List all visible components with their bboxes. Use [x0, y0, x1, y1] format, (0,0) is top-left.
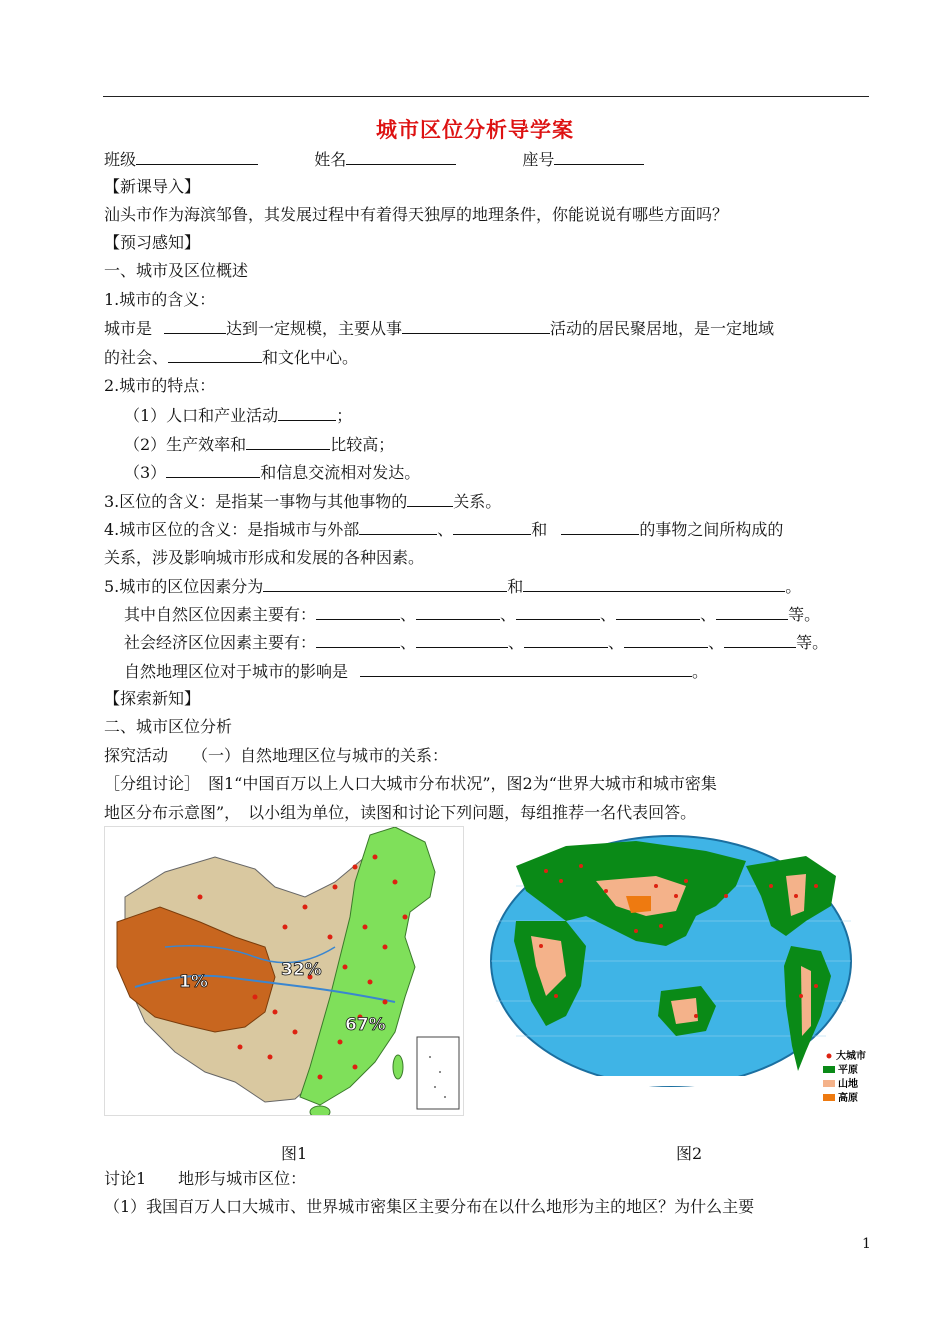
map-legend: [823, 1049, 866, 1104]
name-label: 姓名: [314, 150, 347, 169]
item-1-line-b: [104, 345, 358, 370]
blank-field[interactable]: [278, 403, 336, 421]
blank-field[interactable]: [316, 602, 400, 620]
text: 、: [400, 633, 417, 652]
text: 的社会、: [104, 348, 169, 367]
text: 。: [692, 662, 709, 681]
text: （3）: [124, 463, 167, 482]
figure-2-caption: 图2: [676, 1144, 703, 1163]
text: 其中自然区位因素主要有：: [124, 605, 317, 624]
label-east: 67%: [345, 1015, 386, 1035]
text: 。: [785, 577, 802, 596]
text: 、: [708, 633, 725, 652]
text: 、: [400, 605, 417, 624]
blank-field[interactable]: [616, 602, 700, 620]
text: （2）生产效率和: [124, 435, 247, 454]
item-3: [104, 489, 501, 514]
section-preview: 【预习感知】: [104, 233, 201, 252]
item-2-3: [124, 460, 420, 485]
text: 、: [500, 605, 517, 624]
item-5-social: [124, 630, 828, 655]
text: 4.城市区位的含义：是指城市与外部: [104, 520, 360, 539]
blank-field[interactable]: [402, 316, 550, 334]
heading-2: 二、城市区位分析: [104, 717, 233, 736]
blank-field[interactable]: [407, 489, 453, 507]
blank-field[interactable]: [716, 602, 788, 620]
blank-field[interactable]: [164, 316, 226, 334]
item-5-natural: [124, 602, 820, 627]
text: 城市是: [104, 319, 153, 338]
text: 活动的居民聚居地，是一定地域: [550, 319, 775, 338]
blank-field[interactable]: [453, 517, 531, 535]
figure-2-world-map: [486, 826, 876, 1116]
text: ；: [336, 406, 353, 425]
activity-line: 探究活动 （一）自然地理区位与城市的关系：: [104, 746, 449, 765]
label-west: 1%: [179, 972, 208, 992]
item-2-2: [124, 432, 394, 457]
blank-field[interactable]: [724, 630, 796, 648]
text: 社会经济区位因素主要有：: [124, 633, 317, 652]
item-1-line-a: [104, 316, 774, 341]
seat-label: 座号: [522, 150, 555, 169]
blank-field[interactable]: [246, 432, 330, 450]
text: 的事物之间所构成的: [639, 520, 784, 539]
page-number: 1: [862, 1236, 871, 1252]
text: 等。: [796, 633, 829, 652]
discussion-line-2: 地区分布示意图”， 以小组为单位，读图和讨论下列问题，每组推荐一名代表回答。: [104, 803, 697, 822]
legend-mountain: 山地: [838, 1079, 858, 1090]
header-row: [104, 147, 644, 172]
name-field[interactable]: [346, 147, 456, 165]
page-title: 城市区位分析导学案: [376, 118, 574, 142]
blank-field[interactable]: [360, 659, 692, 677]
intro-question: 汕头市作为海滨邹鲁，其发展过程中有着得天独厚的地理条件，你能说说有哪些方面吗？: [104, 205, 729, 224]
blank-field[interactable]: [416, 630, 508, 648]
world-map-graphic: [486, 826, 876, 1116]
blank-field[interactable]: [624, 630, 708, 648]
discussion-line-1: ［分组讨论］ 图1“中国百万以上人口大城市分布状况”，图2为“世界大城市和城市密集: [104, 774, 717, 793]
blank-field[interactable]: [561, 517, 639, 535]
item-5-effect: [124, 659, 708, 684]
china-map-graphic: [105, 827, 463, 1115]
blank-field[interactable]: [168, 345, 262, 363]
item-4: [104, 517, 783, 542]
heading-1: 一、城市及区位概述: [104, 261, 249, 280]
legend-plateau: 高原: [838, 1093, 858, 1104]
text: 比较高；: [330, 435, 395, 454]
blank-field[interactable]: [263, 574, 507, 592]
class-label: 班级: [104, 150, 137, 169]
text: 、: [608, 633, 625, 652]
question-1: （1）我国百万人口大城市、世界城市密集区主要分布在以什么地形为主的地区？为什么主要: [104, 1197, 755, 1216]
text: 达到一定规模，主要从事: [226, 319, 403, 338]
blank-field[interactable]: [524, 630, 608, 648]
text: 和: [507, 577, 524, 596]
text: 3.区位的含义：是指某一事物与其他事物的: [104, 492, 408, 511]
blank-field[interactable]: [316, 630, 400, 648]
label-middle: 32%: [281, 960, 322, 980]
text: 5.城市的区位因素分为: [104, 577, 264, 596]
section-explore: 【探索新知】: [104, 689, 201, 708]
text: 、: [508, 633, 525, 652]
item-4-line-b: 关系，涉及影响城市形成和发展的各种因素。: [104, 548, 425, 567]
item-1: 1.城市的含义：: [104, 290, 216, 309]
blank-field[interactable]: [516, 602, 600, 620]
figure-1-china-map: [104, 826, 464, 1116]
item-5: [104, 574, 801, 599]
text: 等。: [788, 605, 821, 624]
text: 和文化中心。: [262, 348, 359, 367]
discussion-1: 讨论1 地形与城市区位：: [104, 1169, 307, 1188]
text: 和信息交流相对发达。: [260, 463, 421, 482]
blank-field[interactable]: [166, 460, 260, 478]
item-2-1: [124, 403, 352, 428]
text: 、: [437, 520, 454, 539]
legend-city: 大城市: [836, 1051, 866, 1062]
text: 自然地理区位对于城市的影响是: [124, 662, 349, 681]
text: 关系。: [453, 492, 502, 511]
blank-field[interactable]: [416, 602, 500, 620]
blank-field[interactable]: [359, 517, 437, 535]
figure-1-caption: 图1: [281, 1144, 308, 1163]
class-field[interactable]: [136, 147, 258, 165]
item-2: 2.城市的特点：: [104, 376, 216, 395]
header-rule: [103, 96, 869, 97]
text: （1）人口和产业活动: [124, 406, 279, 425]
text: 和: [531, 520, 548, 539]
text: 、: [600, 605, 617, 624]
text: 、: [700, 605, 717, 624]
legend-plain: 平原: [838, 1065, 858, 1076]
blank-field[interactable]: [523, 574, 785, 592]
seat-field[interactable]: [554, 147, 644, 165]
section-intro: 【新课导入】: [104, 177, 201, 196]
